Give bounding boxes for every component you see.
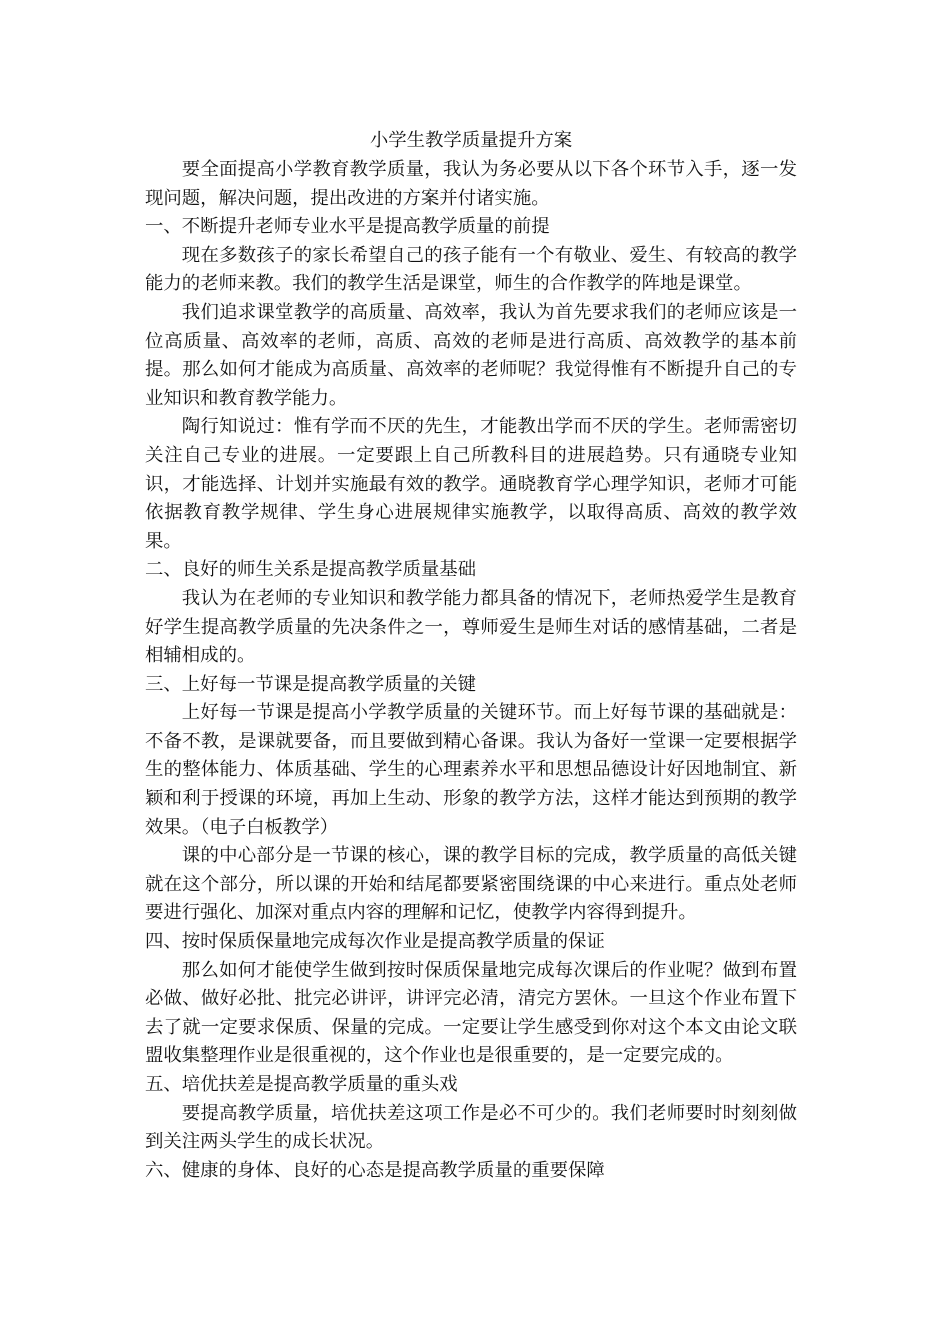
section-6-heading: 六、健康的身体、良好的心态是提高教学质量的重要保障 — [145, 1159, 605, 1181]
section-3-paragraph-1: 上好每一节课是提高小学教学质量的关键环节。而上好每节课的基础就是：不备不教，是课就要备，而且要做到精心备课。我认为备好一堂课一定要根据学生的整体能力、体质基础、学生的心理素养水平和思想品德设计好因地制宜、新颖和利于授课的环境，再加上生动、形象的教学方法，这样才能达到预期的教学效果。（电子白板教学） — [145, 702, 797, 838]
section-4-heading: 四、按时保质保量地完成每次作业是提高教学质量的保证 — [145, 931, 605, 953]
document-page — [145, 126, 797, 1185]
section-1-paragraph-3: 陶行知说过：惟有学而不厌的先生，才能教出学而不厌的学生。老师需密切关注自己专业的进展。一定要跟上自己所教科目的进展趋势。只有通晓专业知识，才能选择、计划并实施最有效的教学。通晓教育学心理学知识，老师才可能依据教育教学规律、学生身心进展规律实施教学，以取得高质、高效的教学效果。 — [145, 416, 797, 552]
section-2-paragraph-1: 我认为在老师的专业知识和教学能力都具备的情况下，老师热爱学生是教育好学生提高教学质量的先决条件之一，尊师爱生是师生对话的感情基础，二者是相辅相成的。 — [145, 587, 797, 667]
section-1-heading: 一、不断提升老师专业水平是提高教学质量的前提 — [145, 216, 550, 238]
section-4-paragraph-1: 那么如何才能使学生做到按时保质保量地完成每次课后的作业呢？做到布置必做、做好必批、批完必讲评，讲评完必清，清完方罢休。一旦这个作业布置下去了就一定要求保质、保量的完成。一定要让学生感受到你对这个本文由论文联盟收集整理作业是很重视的，这个作业也是很重要的，是一定要完成的。 — [145, 959, 797, 1067]
section-3-paragraph-2: 课的中心部分是一节课的核心，课的教学目标的完成，教学质量的高低关键就在这个部分，所以课的开始和结尾都要紧密围绕课的中心来进行。重点处老师要进行强化、加深对重点内容的理解和记忆，使教学内容得到提升。 — [145, 845, 797, 924]
section-5-paragraph-1: 要提高教学质量，培优扶差这项工作是必不可少的。我们老师要时时刻刻做到关注两头学生的成长状况。 — [145, 1102, 797, 1153]
section-1-paragraph-2: 我们追求课堂教学的高质量、高效率，我认为首先要求我们的老师应该是一位高质量、高效率的老师，高质、高效的老师是进行高质、高效教学的基本前提。那么如何才能成为高质量、高效率的老师呢？我觉得惟有不断提升自己的专业知识和教育教学能力。 — [145, 301, 797, 409]
section-5-heading: 五、培优扶差是提高教学质量的重头戏 — [145, 1074, 458, 1095]
intro-paragraph: 要全面提高小学教育教学质量，我认为务必要从以下各个环节入手，逐一发现问题，解决问题，提出改进的方案并付诸实施。 — [145, 159, 797, 209]
section-3-heading: 三、上好每一节课是提高教学质量的关键 — [145, 673, 477, 695]
section-1-paragraph-1: 现在多数孩子的家长希望自己的孩子能有一个有敬业、爱生、有较高的教学能力的老师来教。我们的教学生活是课堂，师生的合作教学的阵地是课堂。 — [145, 244, 797, 295]
section-2-heading: 二、良好的师生关系是提高教学质量基础 — [145, 559, 477, 581]
document-title: 小学生教学质量提升方案 — [369, 130, 573, 151]
